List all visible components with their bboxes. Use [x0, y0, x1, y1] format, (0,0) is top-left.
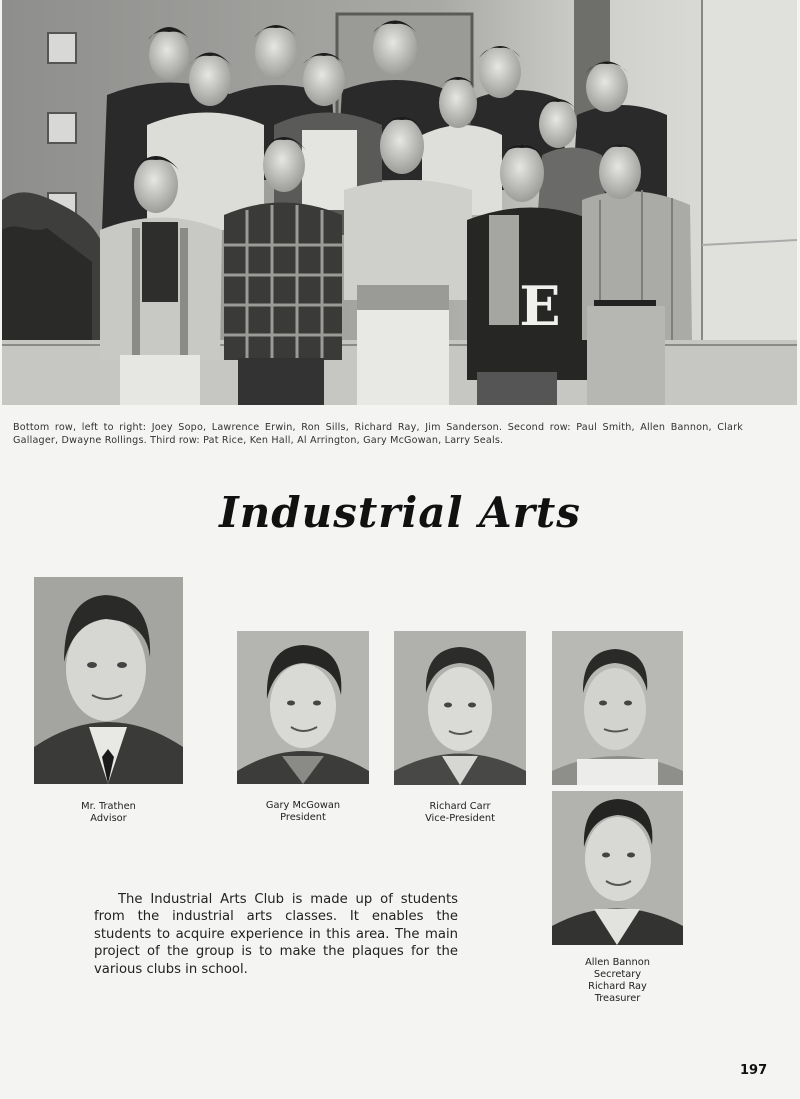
vice-president-caption [394, 801, 526, 825]
president-caption [237, 800, 369, 824]
treasurer-portrait [552, 791, 683, 945]
sweater-letter: E [519, 274, 561, 338]
advisor-portrait [34, 577, 183, 784]
page-title: Industrial Arts [219, 488, 581, 537]
secretary-treasurer-caption [552, 957, 683, 1005]
secretary-role: Secretary [593, 969, 642, 980]
president-role: President [280, 812, 326, 823]
secretary-portrait [552, 631, 683, 785]
treasurer-name: Richard Ray [588, 981, 647, 992]
secretary-name: Allen Bannon [585, 957, 650, 968]
president-portrait [237, 631, 369, 784]
group-photo [2, 0, 797, 405]
vice-president-role: Vice-President [425, 813, 495, 824]
advisor-role: Advisor [90, 813, 127, 824]
page-number: 197 [740, 1063, 768, 1078]
president-name: Gary McGowan [265, 800, 341, 811]
treasurer-role: Treasurer [594, 993, 641, 1004]
vice-president-name: Richard Carr [429, 801, 491, 812]
group-photo-caption: Bottom row, left to right: Joey Sopo, Lawrence Erwin, Ron Sills, Richard Ray, Jim Sanderson. Second row: Paul Smith, Allen Bannon, Clark Gallager, Dwayne Rollings. Third row: Pat Rice, Ken Hall, Al Arrington, Gary McGowan, Larry Seals. [13, 422, 743, 446]
club-description: The Industrial Arts Club is made up of students from the industrial arts classes. It enables the students to acquire experience in this area. The main project of the group is to make the plaques for the various clubs in school. [94, 892, 458, 977]
vice-president-portrait [394, 631, 526, 785]
advisor-caption [34, 801, 183, 825]
advisor-name: Mr. Trathen [81, 801, 136, 812]
